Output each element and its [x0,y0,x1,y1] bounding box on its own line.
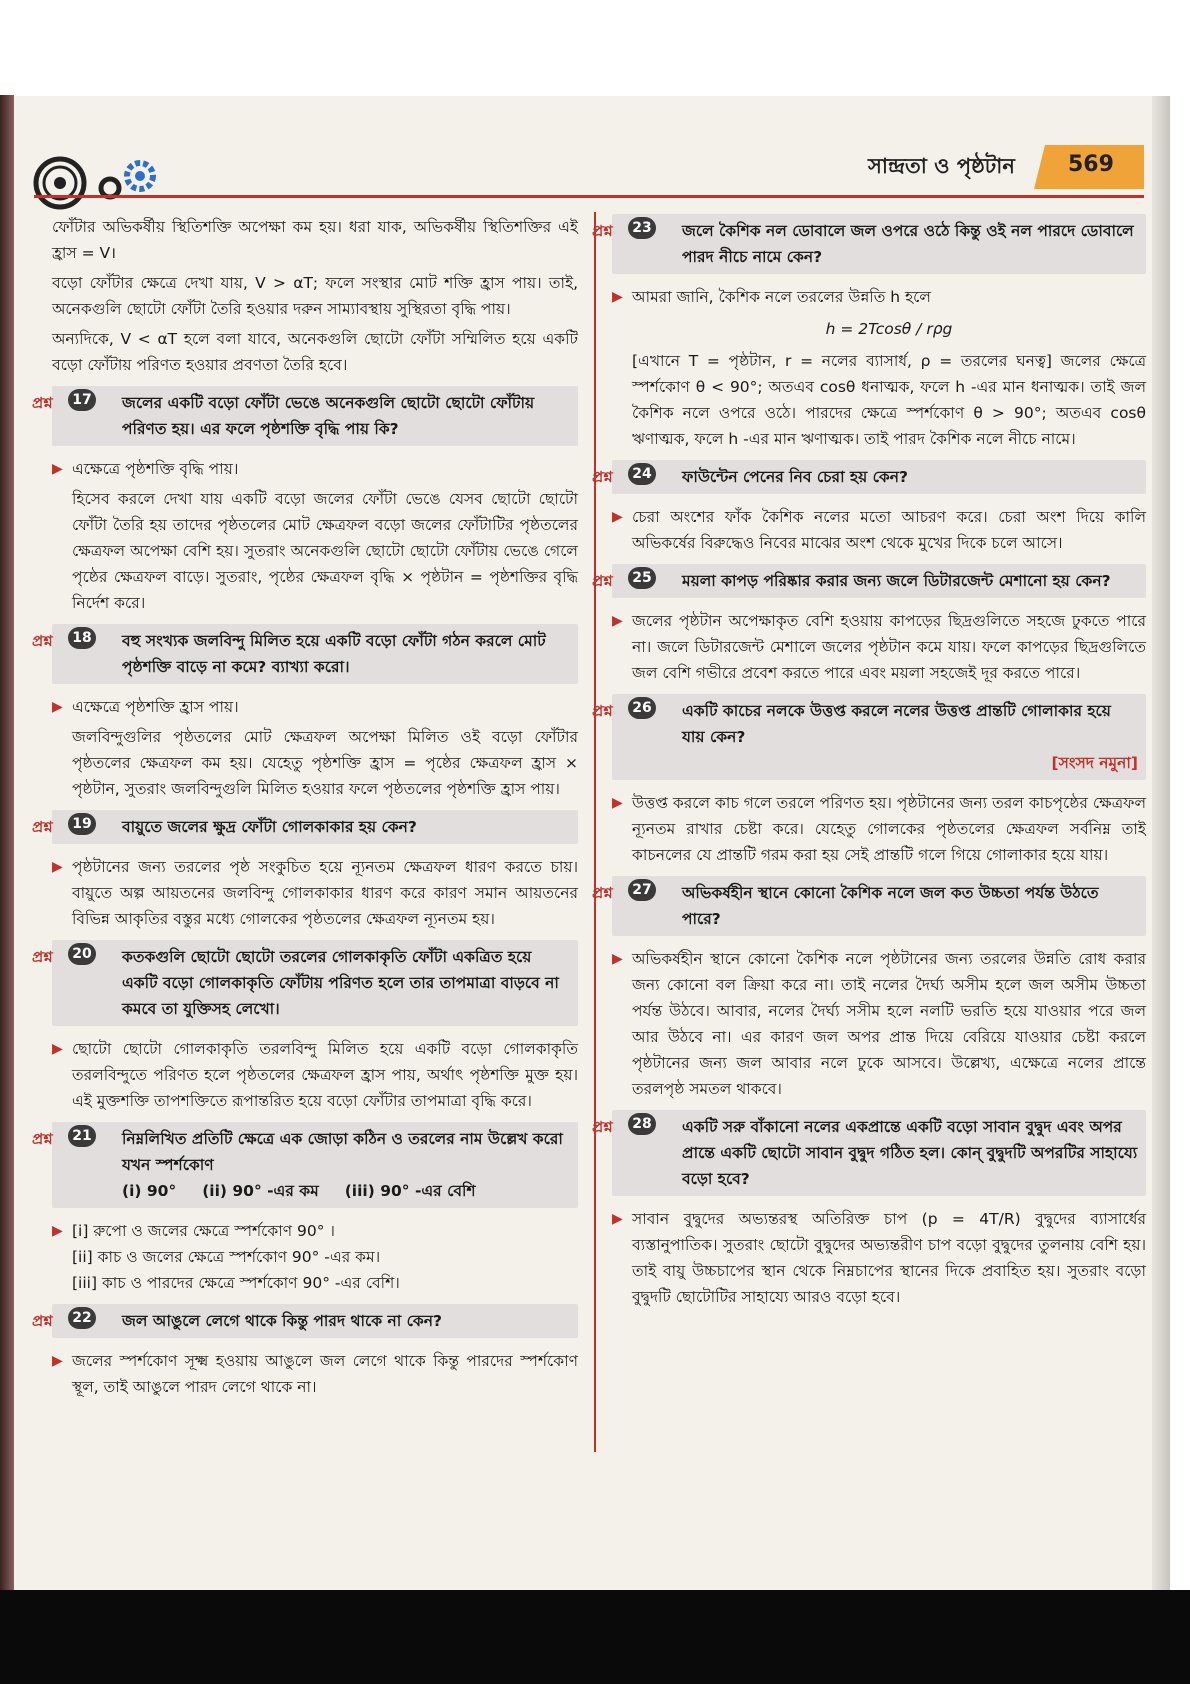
option-item: (i) 90° [122,1182,177,1200]
option-item: (iii) 90° -এর বেশি [344,1182,476,1200]
page-edge [1152,96,1170,1590]
question-text: ময়লা কাপড় পরিষ্কার করার জন্য জলে ডিটারজেন্ট মেশানো হয় কেন? [682,572,1111,590]
answer-19 [52,854,578,932]
answer-25 [612,608,1146,686]
answer-arrow-icon: ▶ [612,289,623,305]
answer-arrow-icon: ▶ [612,613,623,629]
intro-paragraph: ফোঁটার অভিকর্ষীয় স্থিতিশক্তি অপেক্ষা কম হয়। ধরা যাক, অভিকর্ষীয় স্থিতিশক্তির এই হ্রাস = V। [52,218,578,262]
question-22 [32,1304,578,1338]
answer-text: হিসেব করলে দেখা যায় একটি বড়ো জলের ফোঁটা ভেঙে যেসব ছোটো ছোটো ফোঁটা তৈরি হয় তাদের পৃষ্ঠতলের মোট ক্ষেত্রফল বড়ো জলের ফোঁটাটির পৃষ্ঠতলের ক্ষেত্রফল অপেক্ষা বেশি হয়। সুতরাং অনেকগুলি ছোটো ছোটো ফোঁটায় ভেঙে গেলে পৃষ্ঠের ক্ষেত্রফল বাড়ে। সুতরাং, পৃষ্ঠের ক্ষেত্রফল বৃদ্ধি × পৃষ্ঠটান = পৃষ্ঠশক্তির বৃদ্ধি নির্দেশ করে। [72,490,578,612]
answer-sub-item: [ii] কাচ ও জলের ক্ষেত্রে স্পর্শকোণ 90° -এর কম। [72,1248,381,1266]
right-column [592,214,1146,1314]
question-text: জলের একটি বড়ো ফোঁটা ভেঙে অনেকগুলি ছোটো ছোটো ফোঁটায় পরিণত হয়। এর ফলে পৃষ্ঠশক্তি বৃদ্ধি পায় কি? [122,394,535,438]
question-20 [32,940,578,1026]
question-number-badge: 24 [628,463,656,485]
question-text: বায়ুতে জলের ক্ষুদ্র ফোঁটা গোলকাকার হয় কেন? [122,818,417,836]
answer-text: এক্ষেত্রে পৃষ্ঠশক্তি বৃদ্ধি পায়। [72,460,239,478]
answer-28 [612,1206,1146,1310]
question-number-badge: 23 [628,217,656,239]
question-number-badge: 21 [68,1125,96,1147]
head-gear-logo-icon [30,152,170,214]
question-text: নিম্নলিখিত প্রতিটি ক্ষেত্রে এক জোড়া কঠিন ও তরলের নাম উল্লেখ করো যখন স্পর্শকোণ [122,1130,563,1174]
answer-sub-item: [i] রুপো ও জলের ক্ষেত্রে স্পর্শকোণ 90° । [72,1222,335,1240]
question-tag: প্রশ্ন [32,948,53,966]
book-spine-shadow [0,95,14,1590]
bottom-shadow [0,1590,1190,1684]
source-tag: [সংসদ নমুনা] [1051,754,1138,772]
question-tag: প্রশ্ন [592,884,613,902]
question-number-badge: 27 [628,879,656,901]
answer-26 [612,790,1146,868]
answer-text: ছোটো ছোটো গোলকাকৃতি তরলবিন্দু মিলিত হয়ে একটি বড়ো গোলকাকৃতি তরলবিন্দুতে পরিণত হলে পৃষ্ঠতলের ক্ষেত্রফল হ্রাস পায়, অর্থাৎ পৃষ্ঠশক্তি মুক্ত হয়। এই মুক্তশক্তি তাপশক্তিতে রূপান্তরিত হয়ে বড়ো ফোঁটার তাপমাত্রা বৃদ্ধি করে। [72,1040,578,1110]
answer-text: আমরা জানি, কৈশিক নলে তরলের উন্নতি h হলে [632,288,931,306]
answer-arrow-icon: ▶ [52,461,63,477]
answer-21 [52,1218,578,1296]
question-26 [592,694,1146,780]
question-number-badge: 19 [68,813,96,835]
question-text: কতকগুলি ছোটো ছোটো তরলের গোলকাকৃতি ফোঁটা একত্রিত হয়ে একটি বড়ো গোলকাকৃতি ফোঁটায় পরিণত হলে তার তাপমাত্রা বাড়বে না কমবে তা যুক্তিসহ লেখো। [122,948,559,1018]
answer-text: এক্ষেত্রে পৃষ্ঠশক্তি হ্রাস পায়। [72,698,239,716]
question-number-badge: 17 [68,389,96,411]
answer-arrow-icon: ▶ [612,1211,623,1227]
answer-27 [612,946,1146,1102]
answer-24 [612,504,1146,556]
answer-arrow-icon: ▶ [52,1353,63,1369]
option-item: (ii) 90° -এর কম [202,1182,319,1200]
answer-text: [এখানে T = পৃষ্ঠটান, r = নলের ব্যাসার্ধ, ρ = তরলের ঘনত্ব] জলের ক্ষেত্রে স্পর্শকোণ θ < 90°; অতএব cosθ ধনাত্মক, ফলে h -এর মান ধনাত্মক। তাই জল কৈশিক নলে ওপরে ওঠে। পারদের ক্ষেত্রে স্পর্শকোণ θ > 90°; অতএব cosθ ঋণাত্মক, ফলে h -এর মান ঋণাত্মক। তাই পারদ কৈশিক নলে নীচে নামে। [632,352,1146,448]
answer-text: অভিকর্ষহীন স্থানে কোনো কৈশিক নলে পৃষ্ঠটানের জন্য তরলের উন্নতি রোধ করার জন্য কোনো বল ক্রিয়া করে না। তাই নলের দৈর্ঘ্য অসীম হলে জল অসীম উচ্চতা পর্যন্ত উঠবে। আবার, নলের দৈর্ঘ্য সসীম হলে নলটি ভরতি হয়ে যাওয়ার পরে জল আর উঠবে না। এর কারণ জল অপর প্রান্ত দিয়ে বেরিয়ে যাওয়ার চেষ্টা করলে পৃষ্ঠটানের জন্য জল আবার নলে ঢুকে আসবে। উল্লেখ্য, এক্ষেত্রে নলের প্রান্তে তরলপৃষ্ঠ সমতল থাকবে। [632,950,1146,1098]
column-divider [594,212,596,1452]
answer-arrow-icon: ▶ [612,509,623,525]
question-text: একটি কাচের নলকে উত্তপ্ত করলে নলের উত্তপ্ত প্রান্তটি গোলাকার হয়ে যায় কেন? [682,702,1111,746]
answer-18 [52,694,578,802]
left-column [32,214,578,1404]
intro-paragraph: অন্যদিকে, V < αT হলে বলা যাবে, অনেকগুলি ছোটো ফোঁটা সম্মিলিত হয়ে একটি বড়ো ফোঁটায় পরিণত হওয়ার প্রবণতা তৈরি হবে। [52,330,578,374]
answer-arrow-icon: ▶ [52,1223,63,1239]
question-text: বহু সংখ্যক জলবিন্দু মিলিত হয়ে একটি বড়ো ফোঁটা গঠন করলে মোট পৃষ্ঠশক্তি বাড়ে না কমে? ব্যাখ্যা করো। [122,632,546,676]
answer-arrow-icon: ▶ [52,859,63,875]
answer-arrow-icon: ▶ [612,951,623,967]
question-tag: প্রশ্ন [32,1130,53,1148]
header-rule [34,195,1144,198]
question-number-badge: 18 [68,627,96,649]
answer-sub-item: [iii] কাচ ও পারদের ক্ষেত্রে স্পর্শকোণ 90° -এর বেশি। [72,1274,400,1292]
question-tag: প্রশ্ন [592,702,613,720]
answer-22 [52,1348,578,1400]
question-options [122,1178,570,1204]
question-number-badge: 26 [628,697,656,719]
answer-text: সাবান বুদ্বুদের অভ্যন্তরস্থ অতিরিক্ত চাপ (p = 4T/R) বুদ্বুদের ব্যাসার্ধের ব্যস্তানুপাতিক। সুতরাং ছোটো বুদ্বুদের অভ্যন্তরীণ চাপ বড়ো বুদ্বুদের তুলনায় বেশি হয়। তাই বায়ু উচ্চচাপের স্থান থেকে নিম্নচাপের স্থানের দিকে প্রবাহিত হয়। সুতরাং বড়ো বুদ্বুদটি ছোটোটির সাহায্যে আরও বড়ো হবে। [632,1210,1146,1306]
question-21 [32,1122,578,1208]
question-tag: প্রশ্ন [32,818,53,836]
answer-text: পৃষ্ঠটানের জন্য তরলের পৃষ্ঠ সংকুচিত হয়ে ন্যূনতম ক্ষেত্রফল ধারণ করতে চায়। বায়ুতে অল্প আয়তনের জলবিন্দু গোলকাকার ধারণ করে কারণ সমান আয়তনের বিভিন্ন আকৃতির বস্তুর মধ্যে গোলকের পৃষ্ঠতলের ক্ষেত্রফল ন্যূনতম হয়। [72,858,578,928]
question-tag: প্রশ্ন [32,1312,53,1330]
question-number-badge: 20 [68,943,96,965]
answer-text: জলের স্পর্শকোণ সূক্ষ্ম হওয়ায় আঙুলে জল লেগে থাকে কিন্তু পারদের স্পর্শকোণ স্থূল, তাই আঙুলে পারদ লেগে থাকে না। [72,1352,578,1396]
answer-text: জলের পৃষ্ঠটান অপেক্ষাকৃত বেশি হওয়ায় কাপড়ের ছিদ্রগুলিতে সহজে ঢুকতে পারে না। জলে ডিটারজেন্ট মেশালে জলের পৃষ্ঠটান কমে যায়। ফলে কাপড়ের ছিদ্রগুলিতে জল বেশি গভীরে প্রবেশ করতে পারে এবং ময়লা সহজেই দূর করতে পারে। [632,612,1146,682]
question-number-badge: 22 [68,1307,96,1329]
question-tag: প্রশ্ন [592,222,613,240]
question-25 [592,564,1146,598]
chapter-title: সান্দ্রতা ও পৃষ্ঠটান [868,154,1015,178]
question-19 [32,810,578,844]
question-tag: প্রশ্ন [592,572,613,590]
answer-arrow-icon: ▶ [52,1041,63,1057]
question-23 [592,214,1146,274]
question-tag: প্রশ্ন [592,1118,613,1136]
answer-20 [52,1036,578,1114]
question-tag: প্রশ্ন [32,632,53,650]
question-text: জল আঙুলে লেগে থাকে কিন্তু পারদ থাকে না কেন? [122,1312,443,1330]
question-text: জলে কৈশিক নল ডোবালে জল ওপরে ওঠে কিন্তু ওই নল পারদে ডোবালে পারদ নীচে নামে কেন? [682,222,1134,266]
question-27 [592,876,1146,936]
question-text: একটি সরু বাঁকানো নলের একপ্রান্তে একটি বড়ো সাবান বুদ্বুদ এবং অপর প্রান্তে একটি ছোটো সাবান বুদ্বুদ গঠিত হল। কোন্ বুদ্বুদটি অপরটির সাহায্যে বড়ো হবে? [682,1118,1138,1188]
answer-arrow-icon: ▶ [612,795,623,811]
intro-paragraph: বড়ো ফোঁটার ক্ষেত্রে দেখা যায়, V > αT; ফলে সংস্থার মোট শক্তি হ্রাস পায়। তাই, অনেকগুলি ছোটো ফোঁটা তৈরি হওয়ার দরুন সাম্যাবস্থায় সুস্থিরতা বৃদ্ধি পায়। [52,274,578,318]
answer-17 [52,456,578,616]
question-24 [592,460,1146,494]
capillary-rise-formula: h = 2Tcosθ / rρg [825,320,953,338]
answer-23 [612,284,1146,452]
question-18 [32,624,578,684]
answer-text: জলবিন্দুগুলির পৃষ্ঠতলের মোট ক্ষেত্রফল অপেক্ষা মিলিত ওই বড়ো ফোঁটার পৃষ্ঠতলের ক্ষেত্রফল কম হয়। যেহেতু পৃষ্ঠশক্তি হ্রাস = পৃষ্ঠের ক্ষেত্রফল হ্রাস × পৃষ্ঠটান, সুতরাং জলবিন্দুগুলি মিলিত হওয়ার ফলে পৃষ্ঠতলের পৃষ্ঠশক্তি হ্রাস পায়। [72,728,578,798]
question-28 [592,1110,1146,1196]
question-17 [32,386,578,446]
page-number: 569 [1068,152,1114,177]
answer-text: উত্তপ্ত করলে কাচ গলে তরলে পরিণত হয়। পৃষ্ঠটানের জন্য তরল কাচপৃষ্ঠের ক্ষেত্রফল ন্যূনতম রাখার চেষ্টা করে। যেহেতু গোলকের পৃষ্ঠতলের ক্ষেত্রফল সর্বনিম্ন তাই কাচনলের যে প্রান্তটি গরম করা হয় সেই প্রান্তটি গলে গিয়ে গোলাকার হয়ে যায়। [632,794,1146,864]
top-margin [0,0,1190,95]
question-tag: প্রশ্ন [32,394,53,412]
answer-text: চেরা অংশের ফাঁক কৈশিক নলের মতো আচরণ করে। চেরা অংশ দিয়ে কালি অভিকর্ষের বিরুদ্ধেও নিবের মাঝের অংশ থেকে মুখের দিকে চলে আসে। [632,508,1146,552]
question-number-badge: 28 [628,1113,656,1135]
question-text: অভিকর্ষহীন স্থানে কোনো কৈশিক নলে জল কত উচ্চতা পর্যন্ত উঠতে পারে? [682,884,1099,928]
question-tag: প্রশ্ন [592,468,613,486]
question-text: ফাউন্টেন পেনের নিব চেরা হয় কেন? [682,468,909,486]
question-number-badge: 25 [628,567,656,589]
answer-arrow-icon: ▶ [52,699,63,715]
